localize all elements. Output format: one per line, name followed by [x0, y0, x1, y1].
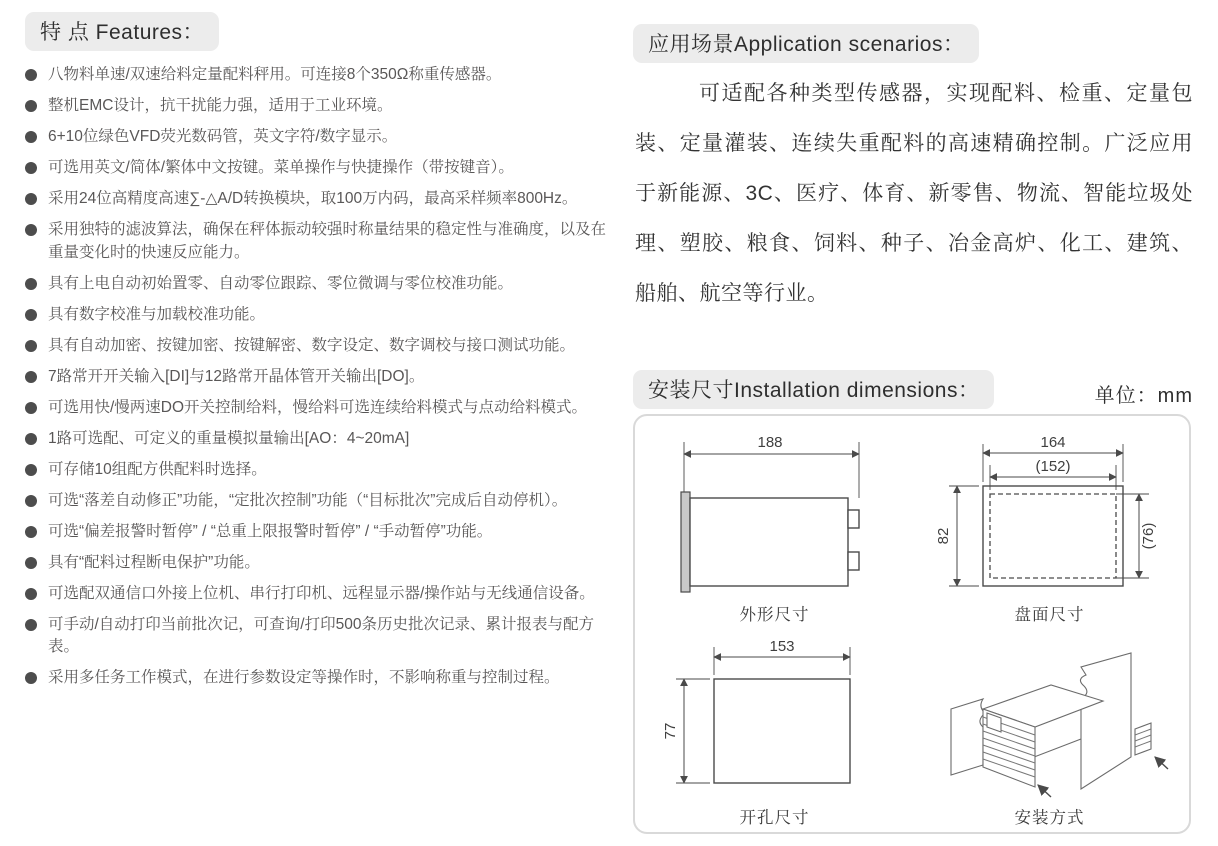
- feature-text: 1路可选配、可定义的重量模拟量输出[AO：4~20mA]: [48, 429, 410, 447]
- unit-label: 单位：mm: [1094, 385, 1193, 407]
- feature-text: 可选“偏差报警时暂停” / “总重上限报警时暂停” / “手动暂停”功能。: [48, 522, 493, 540]
- installation-title: 安装尺寸Installation dimensions：: [633, 370, 994, 409]
- application-title: 应用场景Application scenarios：: [633, 24, 979, 63]
- feature-text: 具有上电自动初始置零、自动零位跟踪、零位微调与零位校准功能。: [48, 274, 514, 292]
- dim-cutout-width: 153: [768, 638, 795, 655]
- mounting-drawing: [921, 635, 1179, 803]
- bullet-icon: [25, 131, 37, 143]
- dim-panel-width: 164: [1039, 434, 1066, 451]
- feature-item: [25, 273, 613, 296]
- feature-item: [25, 95, 613, 118]
- application-section: [633, 24, 1195, 319]
- feature-text: 具有自动加密、按键加密、按键解密、数字设定、数字调校与接口测试功能。: [48, 336, 576, 354]
- bullet-icon: [25, 224, 37, 236]
- bullet-icon: [25, 588, 37, 600]
- feature-text: 7路常开开关输入[DI]与12路常开晶体管开关输出[DO]。: [48, 367, 425, 385]
- features-title: 特 点 Features：: [25, 12, 219, 51]
- outline-drawing: [646, 432, 904, 600]
- cutout-drawing: [646, 635, 904, 803]
- panel-drawing-cell: [912, 422, 1187, 625]
- feature-item: [25, 335, 613, 358]
- panel-drawing: [921, 432, 1179, 600]
- feature-text: 可选配双通信口外接上位机、串行打印机、远程显示器/操作站与无线通信设备。: [48, 584, 595, 602]
- feature-text: 具有数字校准与加载校准功能。: [48, 305, 266, 323]
- bullet-icon: [25, 371, 37, 383]
- dim-cutout-height: 77: [661, 722, 679, 740]
- outline-caption: 外形尺寸: [739, 606, 810, 624]
- feature-text: 八物料单速/双速给料定量配料秤用。可连接8个350Ω称重传感器。: [48, 66, 502, 83]
- dim-panel-width-inner: (152): [1034, 458, 1071, 475]
- bullet-icon: [25, 557, 37, 569]
- cutout-drawing-cell: [637, 625, 912, 828]
- mounting-drawing-cell: [912, 625, 1187, 828]
- feature-text: 6+10位绿色VFD荧光数码管，英文字符/数字显示。: [48, 128, 398, 145]
- installation-header: [633, 370, 1193, 409]
- bullet-icon: [25, 402, 37, 414]
- feature-item: [25, 219, 613, 264]
- panel-caption: 盘面尺寸: [1014, 606, 1085, 624]
- feature-item: [25, 490, 613, 513]
- bullet-icon: [25, 193, 37, 205]
- dimensions-panel: [633, 414, 1191, 834]
- feature-item: [25, 188, 613, 211]
- feature-item: [25, 397, 613, 420]
- bullet-icon: [25, 619, 37, 631]
- feature-text: 整机EMC设计，抗干扰能力强，适用于工业环境。: [48, 97, 393, 114]
- feature-item: [25, 667, 613, 690]
- bullet-icon: [25, 340, 37, 352]
- outline-drawing-cell: [637, 422, 912, 625]
- feature-item: [25, 64, 613, 87]
- feature-text: 具有“配料过程断电保护”功能。: [48, 553, 260, 571]
- bullet-icon: [25, 464, 37, 476]
- feature-text: 可手动/自动打印当前批次记，可查询/打印500条历史批次记录、累计报表与配方表。: [48, 615, 594, 655]
- feature-text: 采用独特的滤波算法，确保在秤体振动较强时称量结果的稳定性与准确度，以及在重量变化时的快速反应能力。: [48, 221, 607, 261]
- feature-item: [25, 428, 613, 451]
- feature-item: [25, 157, 613, 180]
- feature-text: 可选用英文/简体/繁体中文按键。菜单操作与快捷操作（带按键音）。: [48, 159, 514, 176]
- cutout-caption: 开孔尺寸: [739, 809, 810, 827]
- bullet-icon: [25, 495, 37, 507]
- features-list: [25, 64, 613, 690]
- feature-item: [25, 552, 613, 575]
- feature-item: [25, 366, 613, 389]
- bullet-icon: [25, 278, 37, 290]
- feature-text: 可选“落差自动修正”功能，“定批次控制”功能（“目标批次”完成后自动停机）。: [48, 491, 568, 509]
- feature-text: 可存储10组配方供配料时选择。: [48, 460, 267, 478]
- dim-outline-width: 188: [756, 434, 783, 451]
- bullet-icon: [25, 309, 37, 321]
- bullet-icon: [25, 162, 37, 174]
- bullet-icon: [25, 69, 37, 81]
- feature-item: [25, 521, 613, 544]
- dim-panel-height-inner: (76): [1139, 522, 1157, 550]
- feature-item: [25, 614, 613, 659]
- feature-item: [25, 459, 613, 482]
- feature-item: [25, 126, 613, 149]
- bullet-icon: [25, 672, 37, 684]
- feature-item: [25, 583, 613, 606]
- bullet-icon: [25, 433, 37, 445]
- dim-panel-height: 82: [934, 527, 952, 545]
- feature-text: 采用24位高精度高速∑-△A/D转换模块，取100万内码，最高采样频率800Hz。: [48, 190, 578, 207]
- bullet-icon: [25, 526, 37, 538]
- feature-item: [25, 304, 613, 327]
- features-section: [25, 12, 613, 698]
- feature-text: 采用多任务工作模式，在进行参数设定等操作时，不影响称重与控制过程。: [48, 669, 560, 686]
- feature-text: 可选用快/慢两速DO开关控制给料，慢给料可选连续给料模式与点动给料模式。: [48, 398, 588, 416]
- bullet-icon: [25, 100, 37, 112]
- application-paragraph: 可适配各种类型传感器，实现配料、检重、定量包装、定量灌装、连续失重配料的高速精确控制。广泛应用于新能源、3C、医疗、体育、新零售、物流、智能垃圾处理、塑胶、粮食、饲料、种子、冶金高炉、化工、建筑、船舶、航空等行业。: [635, 82, 1193, 305]
- mounting-caption: 安装方式: [1014, 809, 1085, 827]
